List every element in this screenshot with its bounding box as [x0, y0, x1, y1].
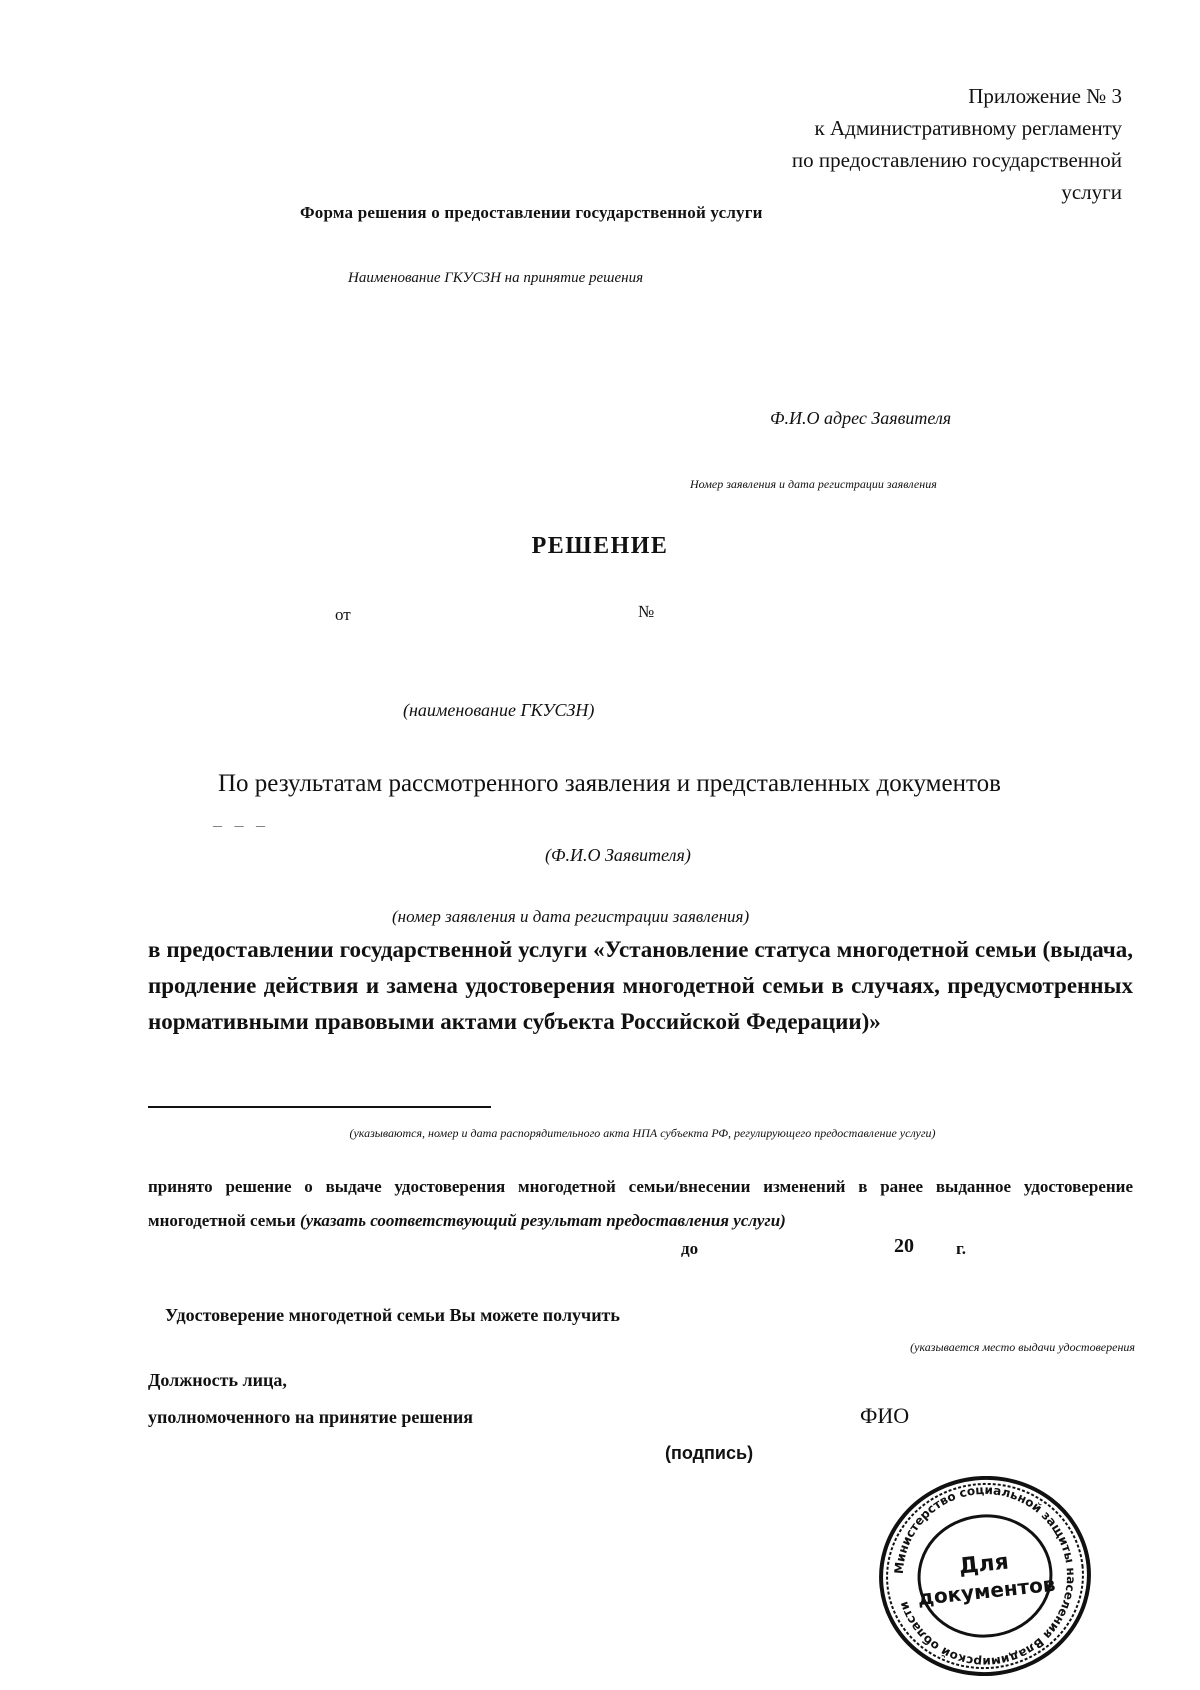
- appendix-line-2: к Административному регламенту: [814, 116, 1122, 140]
- decision-hint: (указать соответствующий результат предоставления услуги): [299, 1211, 786, 1230]
- until-row: [148, 1235, 1133, 1269]
- official-fio: ФИО: [860, 1403, 910, 1428]
- appendix-line-1: Приложение № 3: [968, 84, 1122, 108]
- official-position-line-2: уполномоченного на принятие решения: [148, 1407, 474, 1427]
- decision-paragraph: [148, 1170, 1133, 1238]
- application-number-caption: (номер заявления и дата регистрации заявления): [392, 907, 750, 926]
- applicant-caption: (Ф.И.О Заявителя): [545, 845, 691, 865]
- year-suffix: г.: [956, 1239, 967, 1258]
- service-paragraph: в предоставлении государственной услуги «Установление статуса многодетной семьи (выдача, продление действия и замена удостоверения многодетной семьи в случаях, предусмотренных нормативными правовыми актами субъекта Российской Федерации)»: [148, 937, 1133, 1034]
- stamp-line-1: Для: [957, 1549, 1010, 1580]
- place-caption: (указывается место выдачи удостоверения: [910, 1340, 1135, 1354]
- footnote-rule: [148, 1106, 491, 1108]
- decision-number-label: №: [638, 602, 655, 621]
- official-stamp: [855, 1476, 1115, 1676]
- form-title: Форма решения о предоставлении государственной услуги: [300, 203, 763, 222]
- agency-caption: (наименование ГКУСЗН): [403, 700, 595, 720]
- year-prefix: 20: [894, 1235, 914, 1257]
- dash-marks: – – –: [213, 815, 269, 835]
- decision-heading: РЕШЕНИЕ: [531, 533, 669, 559]
- official-position-line-1: Должность лица,: [148, 1370, 287, 1390]
- appendix-line-4: услуги: [1061, 180, 1122, 204]
- intro-sentence: По результатам рассмотренного заявления и представленных документов: [218, 770, 1001, 797]
- act-caption: (указываются, номер и дата распорядительного акта НПА субъекта РФ, регулирующего предоставление услуги): [349, 1126, 936, 1140]
- agency-name-note: Наименование ГКУСЗН на принятие решения: [348, 270, 644, 286]
- signature-caption: (подпись): [665, 1443, 754, 1463]
- date-from-label: от: [335, 605, 351, 624]
- stamp-ring-text: Министерство социальной защиты населения Владимирской области: [891, 1482, 1079, 1670]
- decision-text: принято решение о выдаче удостоверения многодетной семьи/внесении изменений в ранее выданное удостоверение многодетной семьи: [148, 1177, 1133, 1230]
- applicant-fio-address: Ф.И.О адрес Заявителя: [770, 408, 952, 428]
- receive-text: Удостоверение многодетной семьи Вы можете получить: [165, 1305, 620, 1325]
- application-number-note: Номер заявления и дата регистрации заявления: [690, 477, 937, 491]
- appendix-block: [562, 80, 1122, 208]
- stamp-line-2: документов: [916, 1571, 1057, 1611]
- appendix-line-3: по предоставлению государственной: [791, 148, 1122, 172]
- until-label: до: [681, 1239, 699, 1258]
